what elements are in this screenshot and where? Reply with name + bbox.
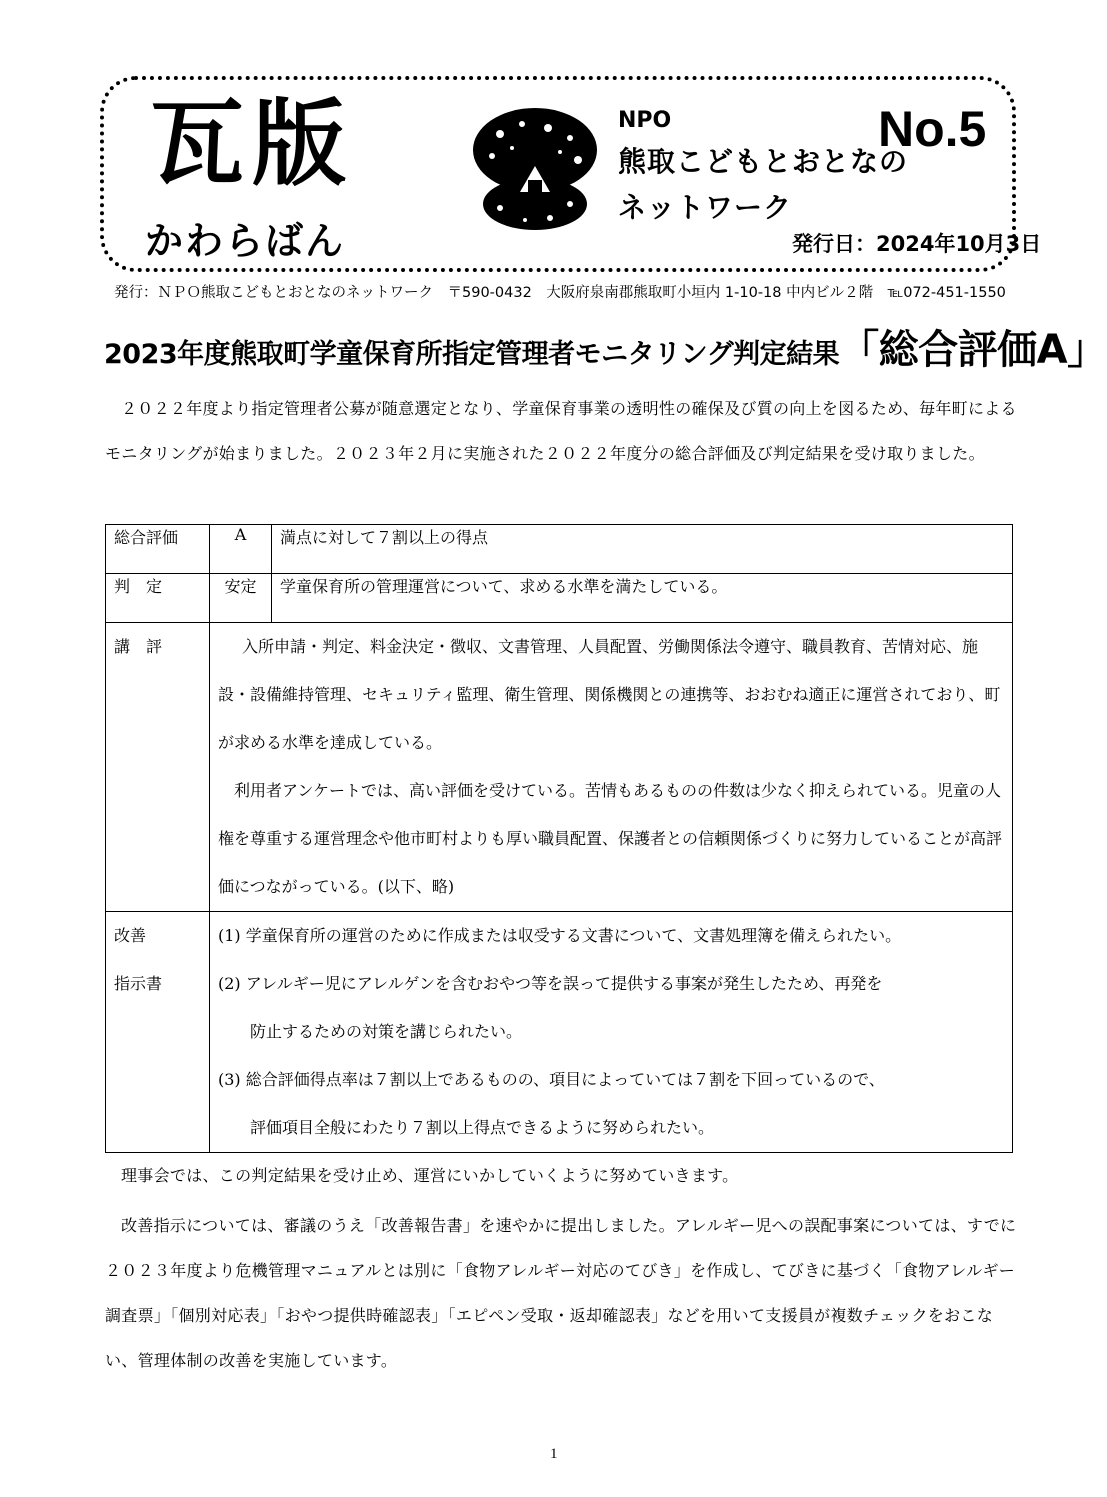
- improvement-item-3-cont: 評価項目全般にわたり７割以上得点できるように努められたい。: [250, 1118, 715, 1137]
- issue-number: No.5: [878, 101, 987, 157]
- headline-main: 2023年度熊取町学童保育所指定管理者モニタリング判定結果: [104, 339, 840, 370]
- comment-cell: [210, 623, 1013, 912]
- table-row: [106, 912, 1013, 1153]
- improvement-cell: [210, 912, 1013, 1153]
- table-row: [106, 574, 1013, 623]
- table-row: [106, 525, 1013, 574]
- row-label: 判 定: [106, 574, 210, 623]
- newsletter-title-reading: かわらばん: [145, 219, 346, 263]
- org-name-line1: 熊取こどもとおとなの: [618, 145, 909, 178]
- table-row: [106, 623, 1013, 912]
- evaluation-table: [105, 524, 1013, 1153]
- newsletter-title: 瓦版: [150, 90, 355, 199]
- npo-label: NPO: [618, 108, 672, 133]
- page-number: 1: [550, 1446, 558, 1462]
- improvement-report-paragraph: 改善指示については、審議のうえ「改善報告書」を速やかに提出しました。アレルギー児への誤配事案については、すでに２０２３年度より危機管理マニュアルとは別に「食物アレルギー対応のてびき」を作成し、てびきに基づく「食物アレルギー調査票」「個別対応表」「おやつ提供時確認表」「エピペン受取・返却確認表」などを用いて支援員が複数チェックをおこない、管理体制の改善を実施しています。: [105, 1216, 1017, 1370]
- improvement-item-3: (3) 総合評価得点率は７割以上であるものの、項目によっていては７割を下回っているので、: [218, 1070, 885, 1089]
- row-label-line2: 指示書: [114, 974, 163, 993]
- org-name-line2: ネットワーク: [618, 191, 793, 224]
- intro-paragraph: ２０２２年度より指定管理者公募が随意選定となり、学童保育事業の透明性の確保及び質の向上を図るため、毎年町によるモニタリングが始まりました。２０２３年２月に実施された２０２２年度分の総合評価及び判定結果を受け取りました。: [105, 399, 1017, 463]
- row-grade: A: [210, 525, 272, 574]
- improvement-item-2-cont: 防止するための対策を講じられたい。: [250, 1022, 523, 1041]
- comment-paragraph-2: 利用者アンケートでは、高い評価を受けている。苦情もあるものの件数は少なく抑えられている。児童の人権を尊重する運営理念や他市町村よりも厚い職員配置、保護者との信頼関係づくりに努力していることが高評価につながっている。(以下、略): [218, 781, 1003, 896]
- publisher-info: 発行：ＮＰＯ熊取こどもとおとなのネットワーク 〒590-0432 大阪府泉南郡熊取町小垣内 1-10-18 中内ビル２階 ℡072-451-1550: [114, 285, 1006, 301]
- article-headline: [104, 327, 1107, 373]
- comment-paragraph-1: 入所申請・判定、料金決定・徴収、文書管理、人員配置、労働関係法令遵守、職員教育、苦情対応、施設・設備維持管理、セキュリティ監理、衛生管理、関係機関との連携等、おおむね適正に運営されており、町が求める水準を達成している。: [218, 637, 1001, 752]
- row-grade: 安定: [210, 574, 272, 623]
- improvement-item-2: (2) アレルギー児にアレルゲンを含むおやつ等を誤って提供する事案が発生したため、再発を: [218, 974, 883, 993]
- headline-emphasis: 「総合評価A」: [839, 327, 1107, 373]
- improvement-item-1: (1) 学童保育所の運営のために作成または収受する文書について、文書処理簿を備えられたい。: [218, 926, 902, 945]
- row-label-line1: 改善: [114, 926, 147, 945]
- row-label: 講 評: [106, 623, 210, 912]
- row-text: 学童保育所の管理運営について、求める水準を満たしている。: [272, 574, 1013, 623]
- board-response-paragraph: 理事会では、この判定結果を受け止め、運営にいかしていくように努めていきます。: [121, 1166, 739, 1185]
- row-text: 満点に対して７割以上の得点: [272, 525, 1013, 574]
- row-label: 総合評価: [106, 525, 210, 574]
- row-label-cell: [106, 912, 210, 1153]
- kawara-logo-icon: [470, 104, 600, 232]
- issue-date: 発行日：2024年10月3日: [792, 232, 1042, 256]
